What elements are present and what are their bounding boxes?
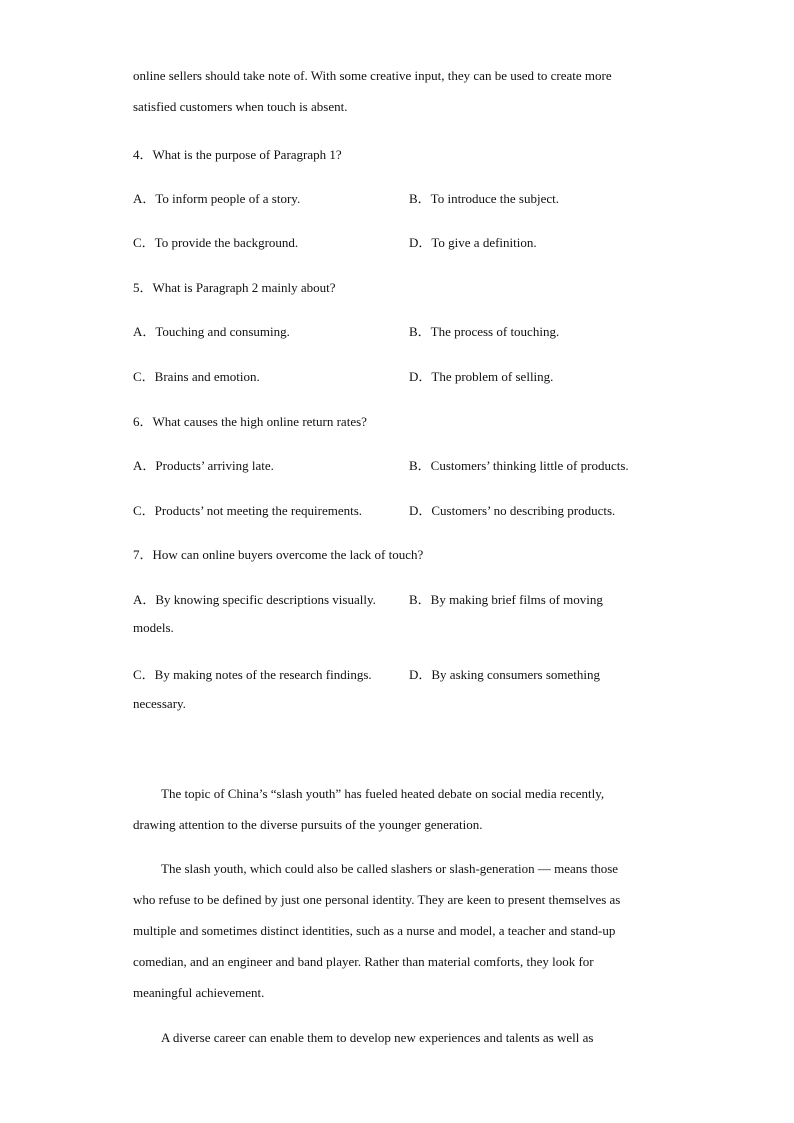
question-5-option-a: A．Touching and consuming. xyxy=(133,324,290,339)
question-7-option-b-continued: models. xyxy=(133,620,174,635)
question-4-option-c: C．To provide the background. xyxy=(133,235,299,250)
passage-p2-line-2: who refuse to be defined by just one personal identity. They are keen to present themselves as xyxy=(133,892,621,907)
intro-line-2: satisfied customers when touch is absent. xyxy=(133,99,348,114)
question-6-option-a: A．Products’ arriving late. xyxy=(133,458,274,473)
question-6-option-d: D．Customers’ no describing products. xyxy=(409,503,616,518)
question-6-option-c: C．Products’ not meeting the requirements. xyxy=(133,503,363,518)
question-5-stem: 5．What is Paragraph 2 mainly about? xyxy=(133,280,336,295)
question-7-option-a: A．By knowing specific descriptions visually. xyxy=(133,592,376,607)
passage-p2-line-3: multiple and sometimes distinct identities, such as a nurse and model, a teacher and stand-up xyxy=(133,923,616,938)
question-7-option-c: C．By making notes of the research findings. xyxy=(133,667,372,682)
passage-p2-line-4: comedian, and an engineer and band player. Rather than material comforts, they look for xyxy=(133,954,594,969)
question-6-stem: 6．What causes the high online return rates? xyxy=(133,414,367,429)
passage-p2-line-1: The slash youth, which could also be called slashers or slash-generation — means those xyxy=(161,861,619,876)
question-7-option-b: B．By making brief films of moving xyxy=(409,592,603,607)
question-6-option-b: B．Customers’ thinking little of products. xyxy=(409,458,629,473)
question-4-option-d: D．To give a definition. xyxy=(409,235,537,250)
intro-line-1: online sellers should take note of. With some creative input, they can be used to create more xyxy=(133,68,612,83)
question-4-stem: 4．What is the purpose of Paragraph 1? xyxy=(133,147,342,162)
question-7-option-d-continued: necessary. xyxy=(133,696,186,711)
question-5-option-b: B．The process of touching. xyxy=(409,324,560,339)
passage-p1-line-2: drawing attention to the diverse pursuits of the younger generation. xyxy=(133,817,483,832)
passage-p3-line-1: A diverse career can enable them to develop new experiences and talents as well as xyxy=(161,1030,594,1045)
passage-p1-line-1: The topic of China’s “slash youth” has fueled heated debate on social media recently, xyxy=(161,786,605,801)
question-5-option-d: D．The problem of selling. xyxy=(409,369,554,384)
question-5-option-c: C．Brains and emotion. xyxy=(133,369,260,384)
question-4-option-b: B．To introduce the subject. xyxy=(409,191,560,206)
passage-p2-line-5: meaningful achievement. xyxy=(133,985,265,1000)
question-7-option-d: D．By asking consumers something xyxy=(409,667,601,682)
question-7-stem: 7．How can online buyers overcome the lack of touch? xyxy=(133,547,424,562)
question-4-option-a: A．To inform people of a story. xyxy=(133,191,301,206)
